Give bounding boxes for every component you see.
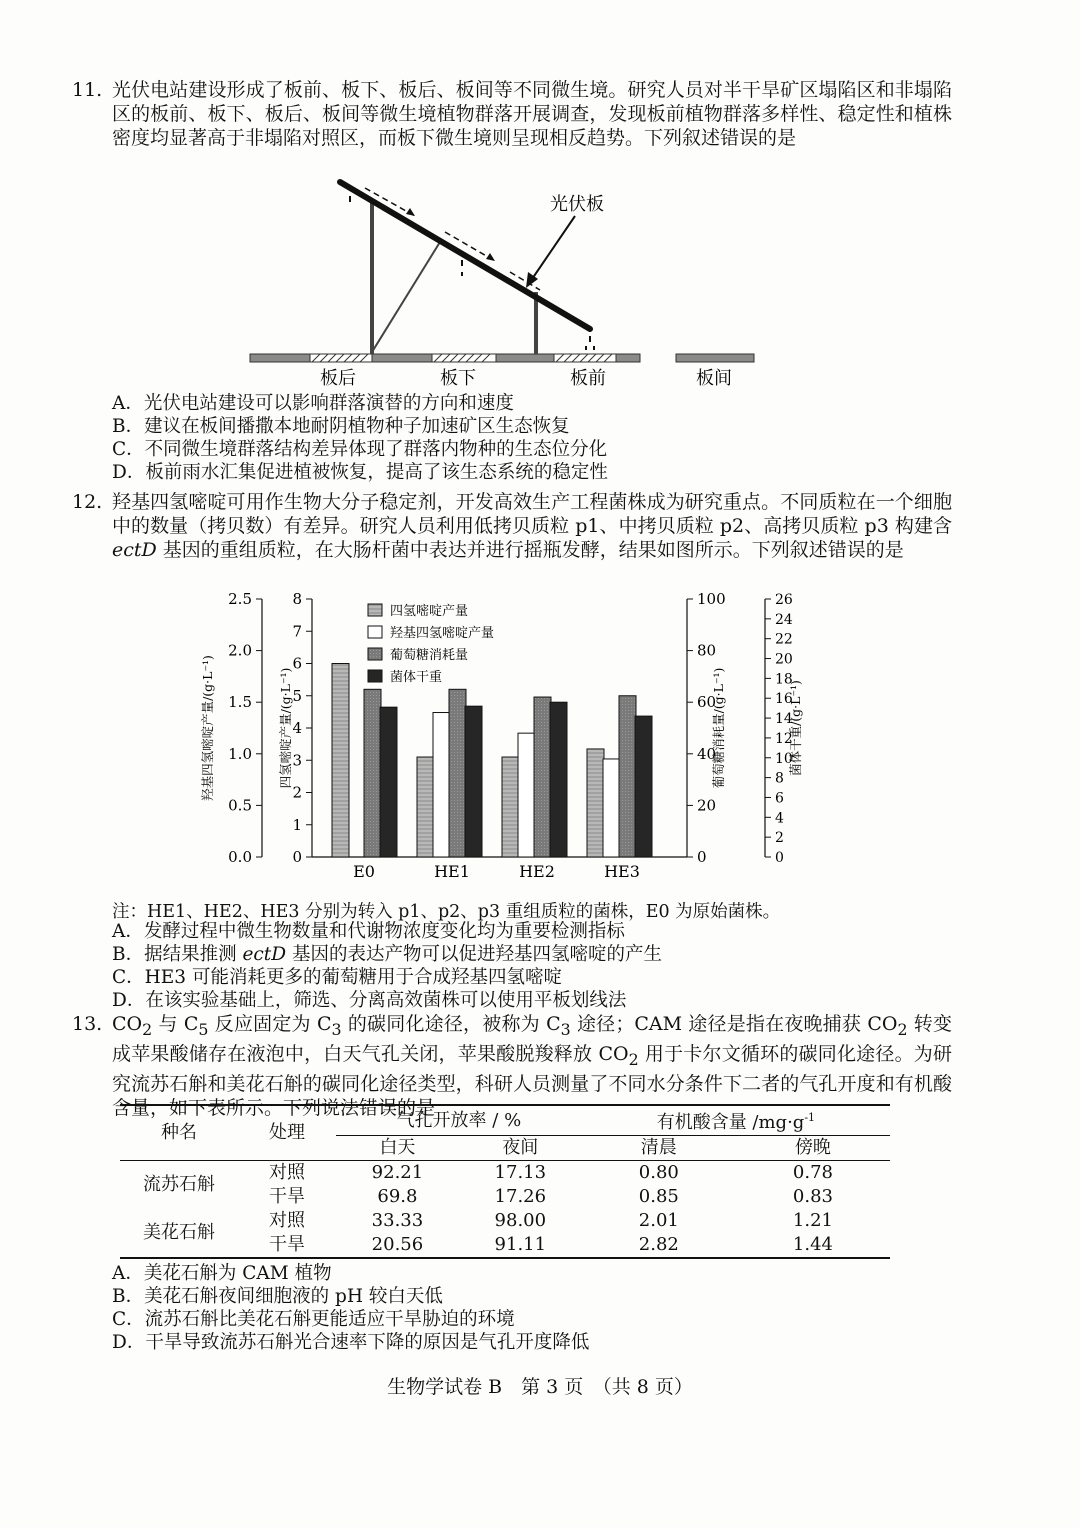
- option-b[interactable]: B．据结果推测 ectD 基因的表达产物可以促进羟基四氢嘧啶的产生: [112, 944, 662, 965]
- legend-label: 四氢嘧啶产量: [390, 604, 469, 619]
- stomata-acid-table-wrap: [120, 1104, 890, 1259]
- legend-label: 葡萄糖消耗量: [390, 648, 469, 663]
- legend-label: 菌体干重: [390, 670, 443, 685]
- axis-title: 羟基四氢嘧啶产量/(g·L⁻¹): [200, 655, 215, 801]
- header-acid: 有机酸含量 $/mg\cdot g^{-1}$: [582, 1105, 890, 1136]
- label-under: 板下: [440, 368, 476, 389]
- tick-label: 12: [775, 730, 793, 747]
- table-cell: 2.01: [638, 1210, 679, 1231]
- cell-treatment: 干旱: [269, 1234, 305, 1255]
- tick-label: 5: [292, 686, 302, 705]
- tick-label: 2.5: [228, 590, 252, 608]
- label-front: 板前: [570, 368, 606, 389]
- option-b[interactable]: B．建议在板间播撒本地耐阴植物种子加速矿区生态恢复: [112, 416, 570, 437]
- option-b[interactable]: B．美花石斛夜间细胞液的 pH 较白天低: [112, 1286, 443, 1307]
- table-row: [120, 1209, 890, 1233]
- legend-swatch: [368, 626, 382, 638]
- question-11-options: [112, 392, 608, 484]
- cell-species: 流苏石斛: [143, 1174, 215, 1195]
- option-c[interactable]: C．流苏石斛比美花石斛更能适应干旱胁迫的环境: [112, 1309, 515, 1330]
- table-cell: 2.82: [638, 1234, 679, 1255]
- tick-label: 20: [697, 796, 717, 815]
- tick-label: 4: [775, 810, 784, 827]
- question-12: [72, 490, 952, 562]
- table-cell: 69.8: [377, 1186, 418, 1207]
- tick-label: 0: [775, 850, 784, 866]
- bar-HE2-0: [502, 757, 519, 857]
- page-footer: 生物学试卷 B 第 3 页 （共 8 页）: [387, 1376, 693, 1398]
- table-cell: 98.00: [494, 1210, 547, 1231]
- table-cell: 20.56: [371, 1234, 424, 1255]
- table-cell: 33.33: [371, 1210, 424, 1231]
- category-label: HE3: [604, 862, 640, 881]
- subheader-morning: 清晨: [582, 1136, 736, 1161]
- fermentation-bar-chart: [190, 584, 830, 884]
- figure-note: 注：HE1、HE2、HE3 分别为转入 p1、p2、p3 重组质粒的菌株，E0 为原始菌株。: [112, 902, 781, 922]
- bar-HE1-1: [433, 713, 450, 857]
- tick-label: 24: [775, 611, 793, 628]
- subheader-day: 白天: [336, 1136, 459, 1161]
- tick-label: 4: [292, 719, 302, 737]
- bar-HE1-0: [417, 757, 434, 857]
- header-treatment: 处理: [238, 1105, 336, 1161]
- bar-HE3-2: [619, 696, 636, 857]
- bar-HE2-2: [534, 697, 551, 857]
- table-cell: 0.85: [638, 1186, 679, 1207]
- cell-species: 美花石斛: [143, 1222, 215, 1243]
- table-cell: 1.44: [792, 1234, 833, 1255]
- question-stem: $CO_2$ 与 $C_5$ 反应固定为 $C_3$ 的碳同化途径，被称为 $C_3$ 途径；CAM 途径是指在夜晚捕获 $CO_2$ 转变成苹果酸储存在液泡中，白天气孔关闭，苹果酸脱羧释放 $CO_2$ 用于卡尔文循环的碳同化途径。为研究流苏石斛和美花石斛的碳同化途径类型，科研人员测量了不同水分条件下二者的气孔开度和有机酸含量，如下表所示。下列说法错误的是: [112, 1013, 953, 1119]
- tick-label: 8: [775, 770, 784, 787]
- header-stomata: 气孔开放率 / %: [336, 1105, 582, 1136]
- legend-label: 羟基四氢嘧啶产量: [390, 626, 495, 641]
- tick-label: 1.0: [228, 744, 252, 763]
- table-cell: 17.26: [494, 1186, 547, 1207]
- tick-label: 20: [775, 651, 793, 668]
- option-d[interactable]: D．干旱导致流苏石斛光合速率下降的原因是气孔开度降低: [112, 1332, 590, 1353]
- header-species: 种名: [120, 1105, 238, 1161]
- tick-label: 60: [697, 693, 717, 712]
- question-13-options: [112, 1262, 589, 1354]
- panel-label: 光伏板: [550, 194, 604, 215]
- table-cell: 91.11: [494, 1234, 547, 1255]
- option-d[interactable]: D．在该实验基础上，筛选、分离高效菌株可以使用平板划线法: [112, 990, 627, 1011]
- axis-title: 葡萄糖消耗量/(g·L⁻¹): [711, 667, 726, 789]
- bar-HE2-3: [550, 702, 567, 857]
- category-label: E0: [353, 862, 375, 881]
- bar-HE3-0: [587, 749, 604, 857]
- support-brace: [372, 242, 440, 352]
- question-number: 12.: [72, 491, 103, 513]
- table-cell: 92.21: [371, 1162, 424, 1183]
- tick-label: 7: [292, 622, 302, 641]
- ground-strip-gap: [676, 354, 754, 362]
- question-stem: 羟基四氢嘧啶可用作生物大分子稳定剂，开发高效生产工程菌株成为研究重点。不同质粒在一个细胞中的数量（拷贝数）有差异。研究人员利用低拷贝质粒 p1、中拷贝质粒 p2、高拷贝质粒 p3 构建含 ectD 基因的重组质粒，在大肠杆菌中表达并进行摇瓶发酵，结果如图所示。下列叙述错误的是: [112, 491, 952, 561]
- bar-HE1-2: [449, 689, 466, 857]
- option-a[interactable]: A．光伏电站建设可以影响群落演替的方向和速度: [112, 393, 514, 414]
- tick-label: 1.5: [228, 693, 252, 712]
- tick-label: 6: [775, 790, 784, 807]
- tick-label: 1: [292, 815, 302, 834]
- question-number: 11.: [72, 79, 103, 101]
- tick-label: 100: [697, 590, 726, 608]
- tick-label: 0: [697, 848, 707, 866]
- bar-HE2-1: [518, 733, 535, 857]
- bar-E0-2: [364, 689, 381, 857]
- tick-label: 80: [697, 641, 717, 660]
- bar-HE1-3: [465, 706, 482, 857]
- legend-swatch: [368, 648, 382, 660]
- table-cell: 0.78: [792, 1162, 833, 1183]
- tick-label: 8: [292, 590, 302, 608]
- question-number: 13.: [72, 1013, 103, 1035]
- tick-label: 0: [292, 848, 302, 866]
- legend-swatch: [368, 604, 382, 616]
- axis-title: 四氢嘧啶产量/(g·L⁻¹): [278, 667, 293, 789]
- label-back: 板后: [320, 368, 356, 389]
- option-c[interactable]: C．不同微生境群落结构差异体现了群落内物种的生态位分化: [112, 439, 608, 460]
- subheader-evening: 傍晚: [736, 1136, 890, 1161]
- bar-HE3-3: [635, 716, 652, 857]
- tick-label: 22: [775, 631, 793, 648]
- category-label: HE1: [434, 862, 470, 881]
- panel-label-arrow: [530, 216, 575, 282]
- subheader-night: 夜间: [459, 1136, 582, 1161]
- tick-label: 16: [775, 691, 793, 708]
- table-cell: 1.21: [792, 1210, 833, 1231]
- table-row: [120, 1161, 890, 1186]
- tick-label: 2.0: [228, 641, 252, 660]
- bar-HE3-1: [603, 759, 620, 857]
- tick-label: 6: [292, 654, 302, 673]
- table-cell: 0.80: [638, 1162, 679, 1183]
- tick-label: 2: [292, 783, 302, 802]
- stomata-acid-table: [120, 1104, 890, 1259]
- tick-label: 18: [775, 671, 793, 688]
- label-gap: 板间: [696, 368, 732, 389]
- question-11: [72, 78, 952, 150]
- option-a[interactable]: A．美花石斛为 CAM 植物: [112, 1263, 332, 1284]
- tick-label: 2: [775, 830, 784, 847]
- category-label: HE2: [519, 862, 555, 881]
- tick-label: 40: [697, 744, 717, 763]
- option-c[interactable]: C．HE3 可能消耗更多的葡萄糖用于合成羟基四氢嘧啶: [112, 967, 562, 988]
- table-cell: 0.83: [792, 1186, 833, 1207]
- photovoltaic-diagram: [240, 172, 780, 394]
- tick-label: 0.0: [228, 848, 252, 866]
- question-stem: 光伏电站建设形成了板前、板下、板后、板间等不同微生境。研究人员对半干旱矿区塌陷区和非塌陷区的板前、板下、板后、板间等微生境植物群落开展调查，发现板前植物群落多样性、稳定性和植株密度均显著高于非塌陷对照区，而板下微生境则呈现相反趋势。下列叙述错误的是: [112, 79, 952, 149]
- cell-treatment: 对照: [269, 1210, 305, 1231]
- tick-label: 26: [775, 592, 793, 608]
- bar-E0-3: [380, 707, 397, 857]
- tick-label: 10: [775, 750, 793, 767]
- tick-label: 3: [292, 751, 302, 770]
- bar-E0-0: [332, 664, 349, 858]
- legend-swatch: [368, 670, 382, 682]
- tick-label: 14: [775, 711, 793, 728]
- option-d[interactable]: D．板前雨水汇集促进植被恢复，提高了该生态系统的稳定性: [112, 462, 608, 483]
- question-12-options: [112, 920, 662, 1012]
- axis-title: 菌体干重/(g·L⁻¹): [788, 680, 803, 776]
- tick-label: 0.5: [228, 796, 252, 815]
- table-cell: 17.13: [494, 1162, 547, 1183]
- cell-treatment: 对照: [269, 1162, 305, 1183]
- cell-treatment: 干旱: [269, 1186, 305, 1207]
- option-a[interactable]: A．发酵过程中微生物数量和代谢物浓度变化均为重要检测指标: [112, 921, 625, 942]
